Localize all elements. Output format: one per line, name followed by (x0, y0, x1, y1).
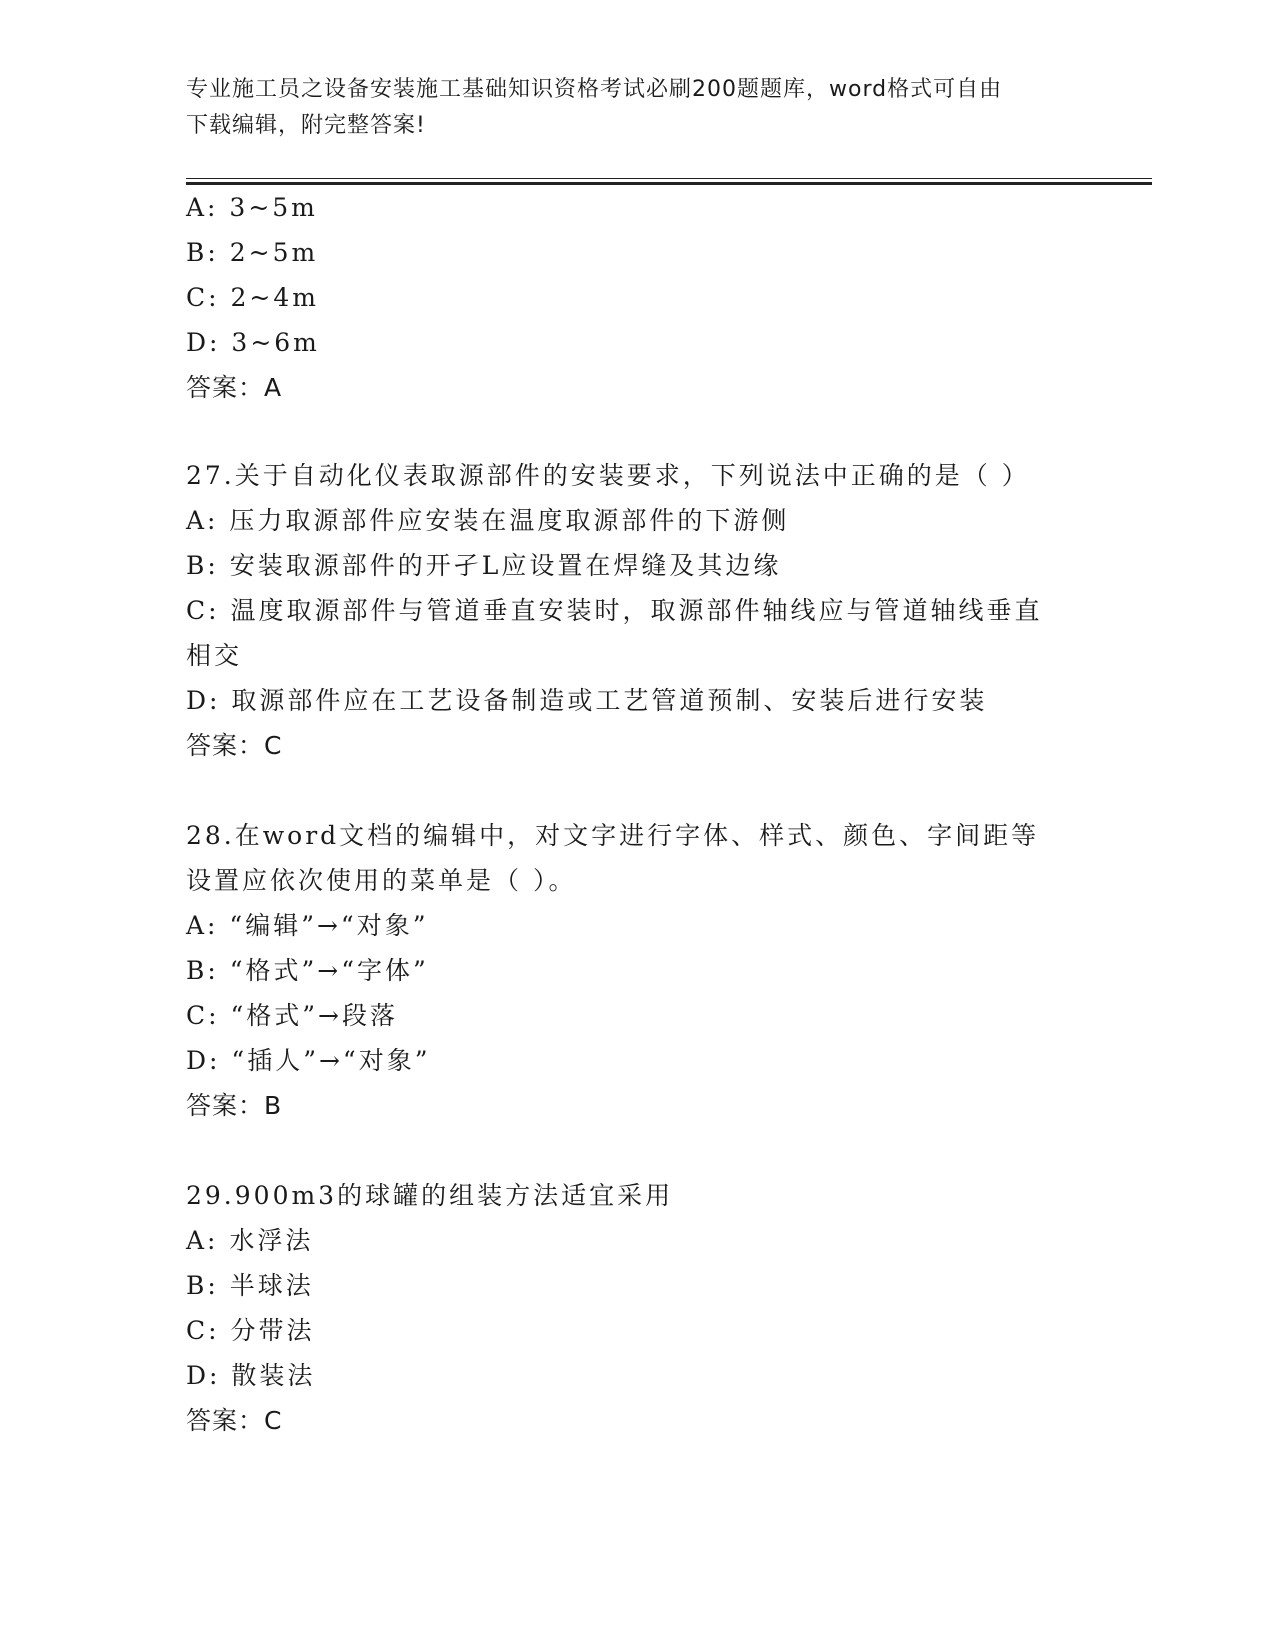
q27-option-d: D: 取源部件应在工艺设备制造或工艺管道预制、安装后进行安装 (186, 686, 988, 715)
header-line-2: 下载编辑，附完整答案! (186, 113, 426, 138)
q29-option-c: C: 分带法 (186, 1316, 315, 1345)
q27-answer: 答案：C (186, 731, 283, 760)
header-line-1: 专业施工员之设备安装施工基础知识资格考试必刷200题题库，word格式可自由 (186, 77, 1003, 102)
q27-option-c-continued: 相交 (186, 641, 243, 670)
q26-option-d: D: 3~6m (186, 328, 320, 357)
q26-option-c: C: 2~4m (186, 283, 319, 312)
q27-option-b: B: 安装取源部件的开孑L应设置在焊缝及其边缘 (186, 551, 782, 580)
q29-option-b: B: 半球法 (186, 1271, 314, 1300)
q29-question: 29.900m3的球罐的组装方法适宜采用 (186, 1181, 674, 1210)
q26-option-b: B: 2~5m (186, 238, 319, 267)
q27-question: 27.关于自动化仪表取源部件的安装要求，下列说法中正确的是（ ） (186, 461, 1030, 490)
document-header (186, 72, 1066, 144)
header-rule-thick (186, 182, 1152, 185)
q29-option-d: D: 散装法 (186, 1361, 316, 1390)
q28-question-continued: 设置应依次使用的菜单是（ ）。 (186, 866, 577, 895)
q28-answer: 答案：B (186, 1091, 283, 1120)
q26-option-a: A: 3~5m (186, 193, 318, 222)
q29-answer: 答案：C (186, 1406, 283, 1435)
q27-option-c: C: 温度取源部件与管道垂直安装时，取源部件轴线应与管道轴线垂直 (186, 596, 1043, 625)
q28-option-a: A: “编辑”→“对象” (186, 911, 429, 940)
q28-question: 28.在word文档的编辑中，对文字进行字体、样式、颜色、字间距等 (186, 821, 1040, 850)
q28-option-c: C: “格式”→段落 (186, 1001, 399, 1030)
q29-option-a: A: 水浮法 (186, 1226, 314, 1255)
q28-option-b: B: “格式”→“字体” (186, 956, 429, 985)
header-rule-thin (186, 178, 1152, 179)
q27-option-a: A: 压力取源部件应安装在温度取源部件的下游侧 (186, 506, 790, 535)
q28-option-d: D: “插人”→“对象” (186, 1046, 431, 1075)
q26-answer: 答案：A (186, 373, 283, 402)
